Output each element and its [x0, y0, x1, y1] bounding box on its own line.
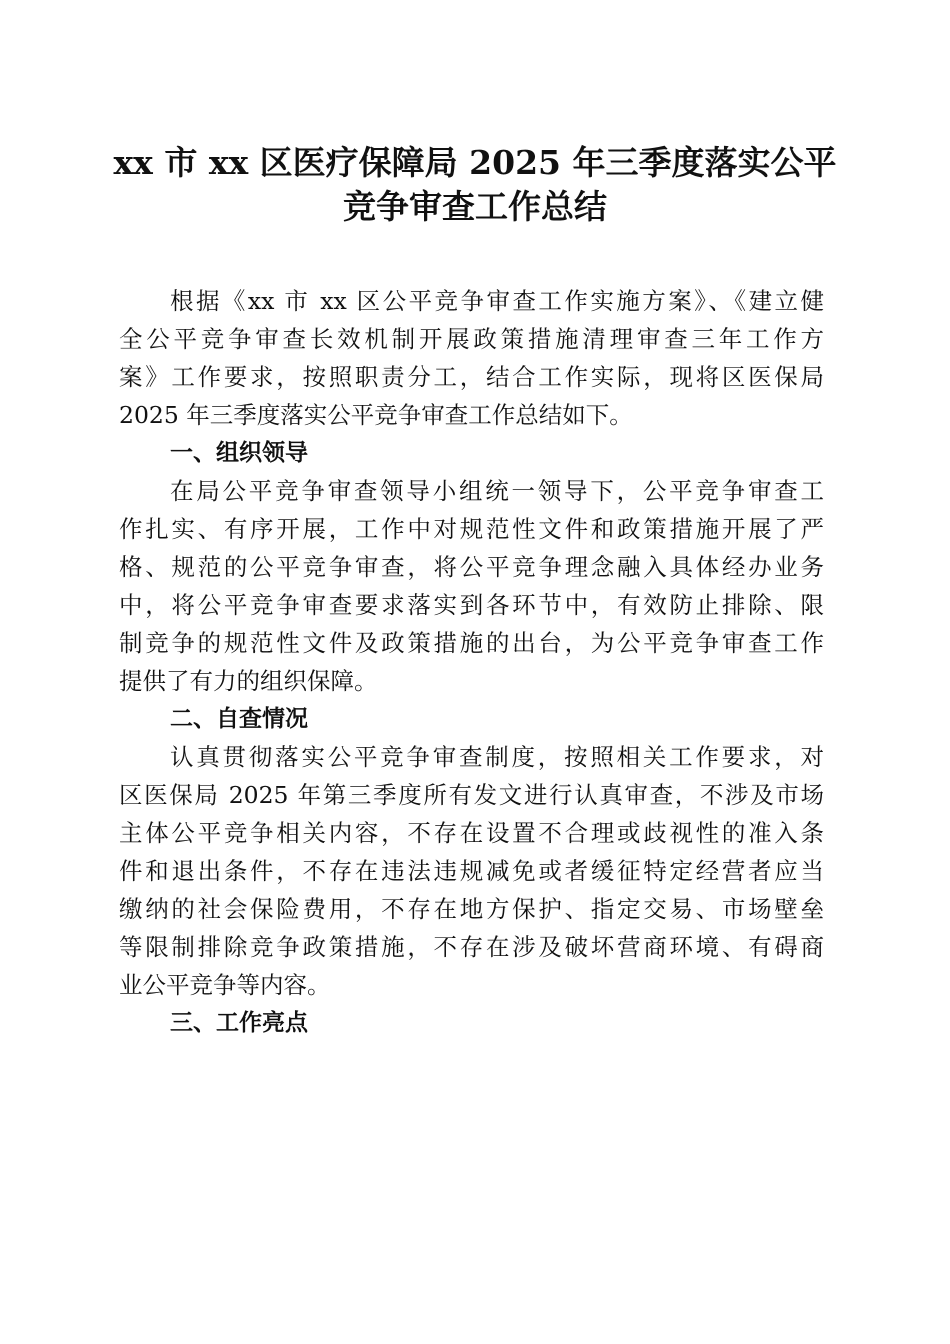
- paragraph-line: 中，将公平竞争审查要求落实到各环节中，有效防止排除、限: [119, 591, 824, 619]
- paragraph-line: 全公平竞争审查长效机制开展政策措施清理审查三年工作方: [119, 325, 824, 353]
- paragraph-line: 件和退出条件，不存在违法违规减免或者缓征特定经营者应当: [119, 857, 824, 885]
- paragraph-line: 区医保局 2025 年第三季度所有发文进行认真审查，不涉及市场: [119, 781, 824, 809]
- paragraph-line: 在局公平竞争审查领导小组统一领导下，公平竞争审查工: [170, 477, 824, 505]
- paragraph-line: 作扎实、有序开展，工作中对规范性文件和政策措施开展了严: [119, 515, 824, 543]
- paragraph-line: 制竞争的规范性文件及政策措施的出台，为公平竞争审查工作: [119, 629, 824, 657]
- document-body: [119, 282, 824, 1042]
- paragraph-line: 提供了有力的组织保障。: [119, 667, 378, 695]
- paragraph-line: 格、规范的公平竞争审查，将公平竞争理念融入具体经办业务: [119, 553, 824, 581]
- paragraph-line: 主体公平竞争相关内容，不存在设置不合理或歧视性的准入条: [119, 819, 824, 847]
- paragraph-line: 等限制排除竞争政策措施，不存在涉及破坏营商环境、有碍商: [119, 933, 824, 961]
- paragraph-line: 认真贯彻落实公平竞争审查制度，按照相关工作要求，对: [170, 743, 824, 771]
- section-heading-highlights: 三、工作亮点: [170, 1010, 308, 1036]
- paragraph-line: 业公平竞争等内容。: [119, 971, 331, 999]
- document-title-line-2: 竞争审查工作总结: [343, 187, 607, 226]
- paragraph-line: 根据《xx 市 xx 区公平竞争审查工作实施方案》、《建立健: [170, 287, 824, 315]
- section-heading-organization: 一、组织领导: [170, 440, 308, 466]
- paragraph-line: 缴纳的社会保险费用，不存在地方保护、指定交易、市场壁垒: [119, 895, 824, 923]
- paragraph-line: 案》工作要求，按照职责分工，结合工作实际，现将区医保局: [119, 363, 824, 391]
- paragraph-line: 2025 年三季度落实公平竞争审查工作总结如下。: [119, 401, 633, 429]
- document-title-line-1: xx 市 xx 区医疗保障局 2025 年三季度落实公平: [113, 143, 837, 182]
- section-heading-self-check: 二、自查情况: [170, 706, 308, 732]
